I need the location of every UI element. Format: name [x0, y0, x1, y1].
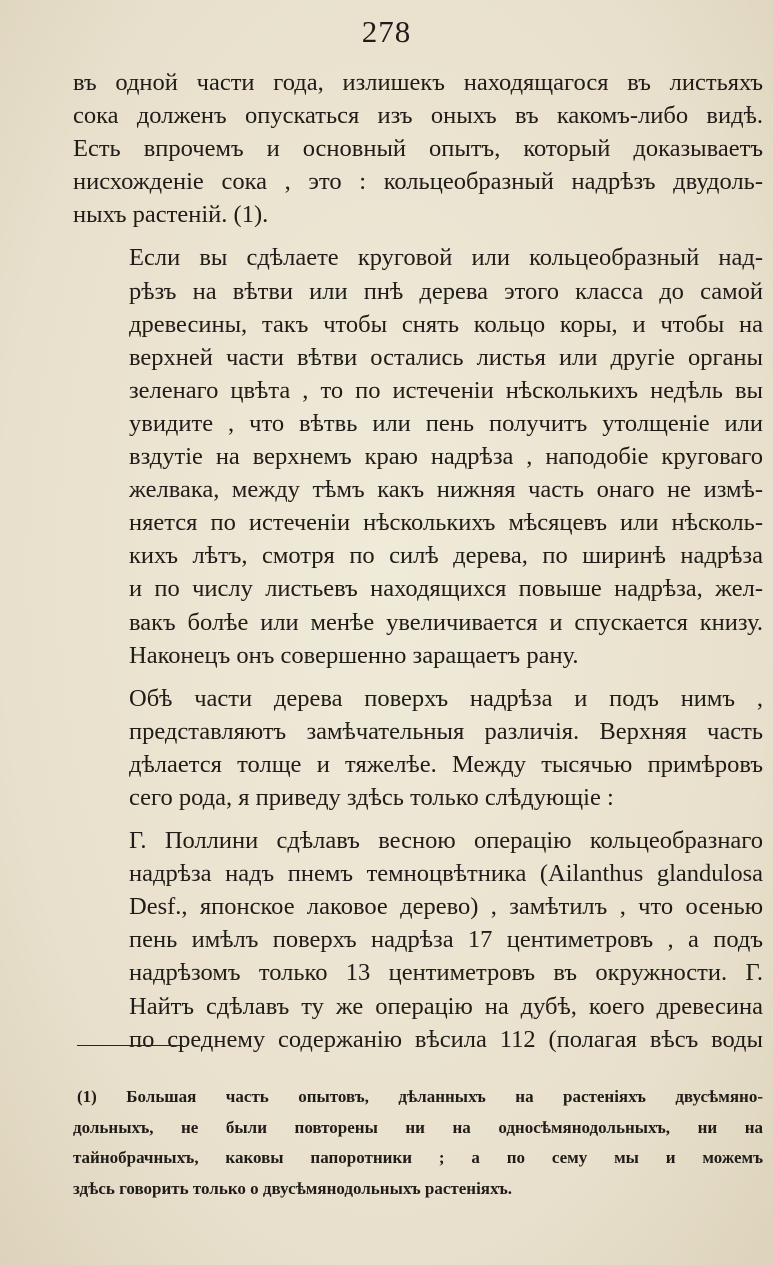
text-line: нисхожденіе сока , это : кольцеобразный надрѣзъ двудоль- — [73, 168, 763, 196]
text-line: въ одной части года, излишекъ находящагося въ листьяхъ — [73, 69, 763, 96]
text-line: Наконецъ онъ совершенно заращаетъ рану. — [129, 641, 579, 669]
text-line: рѣзъ на вѣтви или пнѣ дерева этого класса до самой — [129, 277, 763, 305]
text-line: кихъ лѣтъ, смотря по силѣ дерева, по ширинѣ надрѣза — [129, 542, 763, 570]
text-line: надрѣза надъ пнемъ темноцвѣтника (Ailanthus glandulosa — [129, 860, 763, 888]
text-line: надрѣзомъ только 13 центиметровъ въ окружности. Г. — [129, 959, 763, 987]
text-line: зеленаго цвѣта , то по истеченіи нѣсколькихъ недѣль вы — [129, 376, 763, 404]
main-text — [73, 66, 763, 1056]
paragraph-4 — [73, 824, 763, 1056]
footnote-line: дольныхъ, не были повторены ни на односѣмянодольныхъ, ни на — [73, 1117, 763, 1137]
paragraph-3 — [73, 682, 763, 814]
page-number: 278 — [361, 14, 412, 49]
text-line: няется по истеченіи нѣсколькихъ мѣсяцевъ или нѣсколь- — [129, 509, 763, 537]
text-line: по среднему содержанію вѣсила 112 (полагая вѣсъ воды — [129, 1025, 763, 1053]
paragraph-2 — [73, 241, 763, 671]
text-line: Г. Поллини сдѣлавъ весною операцію кольцеобразнаго — [129, 827, 763, 855]
text-line: дѣлается толще и тяжелѣе. Между тысячью примѣровъ — [129, 750, 763, 778]
text-line: представляютъ замѣчательныя различія. Верхняя часть — [129, 717, 763, 745]
footnote-line: здѣсь говорить только о двусѣмянодольныхъ растеніяхъ. — [73, 1178, 513, 1198]
text-line: Обѣ части дерева поверхъ надрѣза и подъ нимъ , — [129, 684, 763, 712]
paragraph-1 — [73, 66, 763, 231]
text-line: вакъ болѣе или менѣе увеличивается и спускается книзу. — [129, 608, 763, 636]
footnote-line: тайнобрачныхъ, каковы папоротники ; а по сему мы и можемъ — [73, 1148, 763, 1167]
text-line: сока долженъ опускаться изъ оныхъ въ какомъ-либо видѣ. — [73, 102, 763, 130]
text-line: и по числу листьевъ находящихся повыше надрѣза, жел- — [129, 575, 763, 603]
text-line: Desf., японское лаковое дерево) , замѣтилъ , что осенью — [129, 893, 763, 921]
text-line: древесины, такъ чтобы снять кольцо коры, и чтобы на — [129, 310, 763, 338]
footnote-divider — [77, 1045, 183, 1046]
text-line: ныхъ растеній. (1). — [73, 201, 269, 229]
footnote-line: (1) Большая часть опытовъ, дѣланныхъ на растеніяхъ двусѣмяно- — [77, 1087, 763, 1106]
text-line: пень имѣлъ поверхъ надрѣза 17 центиметровъ , а подъ — [129, 926, 763, 954]
text-line: сего рода, я приведу здѣсь только слѣдующіе : — [129, 783, 614, 811]
text-line: верхней части вѣтви остались листья или другіе органы — [129, 343, 763, 371]
text-line: Найтъ сдѣлавъ ту же операцію на дубѣ, коего древесина — [129, 992, 763, 1020]
text-line: Если вы сдѣлаете круговой или кольцеобразный над- — [129, 244, 763, 272]
text-line: Есть впрочемъ и основный опытъ, который доказываетъ — [73, 135, 763, 163]
text-line: увидите , что вѣтвь или пень получитъ утолщеніе или — [129, 409, 763, 437]
text-line: желвака, между тѣмъ какъ нижняя часть онаго не измѣ- — [129, 476, 763, 504]
text-line: вздутіе на верхнемъ краю надрѣза , наподобіе круговаго — [129, 443, 763, 471]
footnote — [73, 1082, 763, 1204]
